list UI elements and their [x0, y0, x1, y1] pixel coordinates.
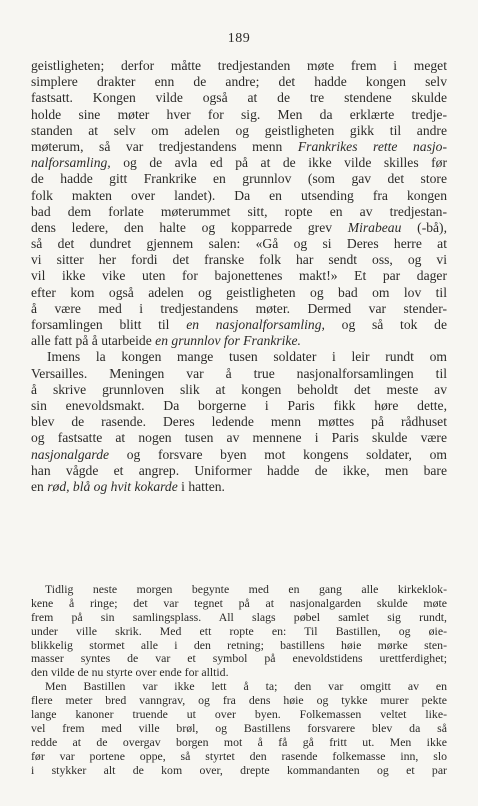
text-line: han vågde et angrep. Uniformer hadde de ikke, men bare [31, 462, 447, 478]
text-line: standen at selv om adelen og geistligheten gikk til andre [31, 122, 447, 138]
text-run: og så tok de [324, 317, 447, 332]
small-text-line: flere meter bred vanngrav, og fra dens høie og tykke murer pekte [31, 693, 447, 708]
text-run: i hatten. [177, 478, 225, 494]
small-text-line: redde at de overgav borgen mot å få gå fritt ut. Men ikke [31, 734, 447, 749]
italic-run: Mirabeau [347, 219, 402, 235]
text-run: og de avla ed på at de ikke vilde skilles før [110, 155, 447, 171]
text-run: møterum, så var tredjestandens menn [31, 138, 298, 154]
text-line: geistligheten; derfor måtte tredjestanden møte frem i meget [31, 58, 447, 73]
text-run: dens ledere, den halte og kopparrede grev [31, 219, 348, 235]
text-line: vil ikke vike uten for bajonettenes makt!» Et par dager [31, 268, 447, 284]
italic-run: en nasjonalforsamling, [186, 317, 325, 332]
text-line: Imens la kongen mange tusen soldater i leir rundt om [47, 349, 447, 365]
small-text-line: vel frem med ville brøl, og Bastillens forsvarere blev da så [31, 720, 447, 735]
text-line [31, 317, 447, 333]
text-line: blev de rasende. Deres ledende menn møttes på rådhuset [31, 414, 447, 430]
text-line [31, 139, 447, 155]
small-text-line: under ville skrik. Med ett ropte en: Til Bastillen, og øie- [31, 623, 447, 638]
small-text-line: lange kanoner truende ut over byen. Folkemassen veltet like- [31, 707, 447, 722]
italic-run: rød, blå og hvit kokarde [47, 478, 178, 494]
text-line: så det dundret gjennem salen: «Gå og si Deres herre at [31, 236, 447, 252]
text-line [31, 155, 447, 171]
text-run: forsamlingen blitt til [31, 317, 187, 332]
text-line [31, 479, 447, 495]
text-line: bad dem forlate møterummet sitt, ropte en av tredjestan- [31, 203, 447, 219]
text-line: de hadde gitt Frankrike en grunnlov (som gav det store [31, 171, 447, 187]
text-line [31, 447, 447, 463]
text-line: simplere drakter enn de andre; det hadde kongen selv [31, 74, 447, 90]
small-text-line: masser syntes de var et symbol på enevoldstidens urettferdighet; [31, 651, 447, 666]
italic-run: en grunnlov for Frankrike. [155, 333, 301, 349]
italic-run: nalforsamling, [31, 155, 111, 171]
small-text-line: før var portene oppe, så styrtet den rasende folkemasse inn, slo [31, 748, 447, 763]
text-run: alle fatt på å utarbeide [31, 333, 156, 349]
page-number: 189 [227, 31, 251, 46]
small-text-line: frem på sin samlingsplass. All slags pøbel samlet sig rundt, [31, 609, 447, 624]
main-text-block [31, 58, 447, 495]
text-line: folk makten over landet). Da en utsending fra kongen [31, 187, 447, 203]
small-text-line: Men Bastillen var ikke lett å ta; den var omgitt av en [45, 679, 447, 694]
text-line: holde sine møter hver for sig. Men da erklærte tredje- [31, 106, 447, 122]
small-text-line: kene å ringe; det var tegnet på at nasjonalgarden skulde møte [31, 595, 447, 610]
small-text-line: i stykker alt de kom over, drepte kommandanten og et par [31, 762, 447, 777]
text-line: Versailles. Meningen var å true nasjonalforsamlingen til [31, 365, 447, 381]
text-line: efter kom også adelen og geistligheten og bad om lov til [31, 284, 447, 300]
text-line: vi sitter her fordi det franske folk har sendt oss, og vi [31, 252, 447, 268]
small-text-line: den vilde de nu styrte over ende for alltid. [31, 665, 229, 680]
text-line: fastsatt. Kongen vilde også at de tre stendene skulde [31, 90, 447, 106]
small-text-line: blikkelig stormet alle i den retning; bastillens høie mørke sten- [31, 637, 447, 652]
text-run: (-bå), [401, 219, 447, 235]
small-print-block [31, 583, 447, 777]
text-line [31, 333, 447, 349]
text-run: en [31, 478, 48, 494]
italic-run: Frankrikes rette nasjo- [297, 138, 447, 154]
text-line [31, 220, 447, 236]
text-line: sin enevoldsmakt. Da borgerne i Paris fikk høre dette, [31, 397, 447, 413]
text-line: og fastsatte at nogen tusen av mennene i Paris skulde være [31, 430, 447, 446]
text-line: å være med i tredjestandens møter. Dermed var stender- [31, 300, 447, 316]
italic-run: nasjonalgarde [31, 446, 110, 462]
text-line: å skrive grunnloven slik at kongen beholdt det meste av [31, 381, 447, 397]
small-text-line: Tidlig neste morgen begynte med en gang alle kirkeklok- [45, 582, 447, 596]
text-run: og forsvare byen mot kongens soldater, om [109, 446, 447, 462]
